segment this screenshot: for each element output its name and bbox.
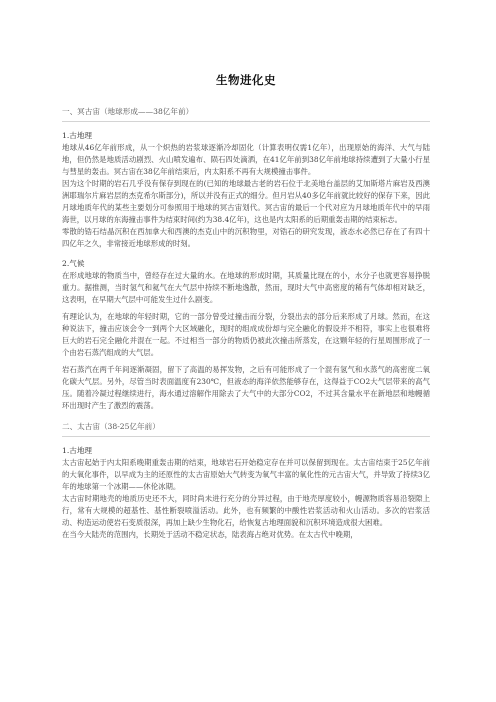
paragraph: 在形成地球的物质当中，曾经存在过大量的水。在地球的形成时期，其质量比现在的小，水分子也就更容易挣脱重力。据推测，当时氢气和氦气在大气层中持续不断地逸散，然而，现时大气中高密度的稀有气体却相对缺乏，这表明，在早期大气层中可能发生过什么剧变。 xyxy=(62,271,430,304)
subsection-climate xyxy=(62,258,430,412)
document-title: 生物进化史 xyxy=(216,73,276,87)
subsection-heading: 1.古地理 xyxy=(62,131,93,140)
paragraph: 在当今大陆壳的范围内，长期处于活动不稳定状态，陆表海占绝对优势。在太古代中晚期， xyxy=(62,530,358,539)
paragraph: 因为这个时期的岩石几乎没有保存到现在的(已知的地球最古老的岩石位于北美地台盖层的艾加斯塔片麻岩及西澳洲耶瑞尔片麻岩层的杰克希尔斯部分)，所以并没有正式的细分。但月岩从40多亿年前就比较好的保存下来，因此月球地质年代的某些主要划分可参照用于地球的冥古宙划代。冥古宙的最后一个代对应为月球地质年代中的早雨海世，以月球的东海撞击事件为结束时间(约为38.4亿年)，这也是内太阳系的后期重轰击期的结束标志。 xyxy=(62,179,430,224)
paragraph: 零散的锆石结晶沉积在西加拿大和西澳的杰克山中的沉积物里，对锆石的研究发现，液态水必然已存在了有四十四亿年之久，非常接近地球形成的时刻。 xyxy=(62,227,430,248)
section-archean xyxy=(62,421,430,541)
section-heading: 一、冥古宙（地球形成——38亿年前） xyxy=(62,107,194,116)
subsection-paleogeography xyxy=(62,445,430,541)
paragraph: 地球从46亿年前形成，从一个炽热的岩浆球逐渐冷却固化（计算表明仅需1亿年），出现原始的海洋、大气与陆地，但仍然是地质活动剧烈、火山喷发遍布、陨石四处滴洒，在41亿年前到38亿年前地球持续遭到了大量小行星与彗星的轰击。冥古宙在38亿年前结束后，内太阳系不再有大规模撞击事件。 xyxy=(62,143,430,176)
paragraph: 岩石蒸汽在两千年间逐渐凝固，留下了高温的易挥发物，之后有可能形成了一个混有氢气和水蒸气的高密度二氧化碳大气层。另外，尽管当时表面温度有230℃，但液态的海洋依然能够存在，这得益于CO2大气层带来的高气压。随着冷凝过程继续进行，海水通过溶解作用除去了大气中的大部分CO2，不过其含量水平在新地层和地幔循环出现时产生了激烈的震荡。 xyxy=(62,365,430,410)
paragraph: 太古宙时期地壳的地质历史还不大，同时尚未进行充分的分异过程，由于地壳厚度较小，幔源物质容易沿裂隙上行，常有大规模的超基性、基性断裂喷溢活动。此外，也有频繁的中酸性岩浆活动和火山活动。多次的岩浆活动、构造运动使岩石变质很深，再加上缺少生物化石，给恢复古地理面貌和沉积环境造成很大困难。 xyxy=(62,494,430,527)
subsection-heading: 2.气候 xyxy=(62,259,85,268)
section-divider xyxy=(62,121,430,122)
section-divider xyxy=(62,436,430,437)
paragraph: 太古宙起始于内太阳系晚期重轰击期的结束，地球岩石开始稳定存在并可以保留到现在。太古宙结束于25亿年前的大氧化事件，以早成为主的还原性的太古宙原始大气转变为氧气丰富的氧化性的元古宙大气，并导致了持续3亿年的地球第一个冰期——休伦冰期。 xyxy=(62,458,430,491)
subsection-heading: 1.古地理 xyxy=(62,446,93,455)
section-hadean xyxy=(62,106,430,412)
subsection-paleogeography xyxy=(62,130,430,250)
paragraph: 有理论认为，在地球的年轻时期，它的一部分曾受过撞击而分裂，分裂出去的部分后来形成了月球。然而，在这种说法下，撞击应该会令一到两个大区域融化，现时的组成成份却与完全融化的假设并不相符，事实上也很难将巨大的岩石完全融化并混在一起。不过相当一部分的物质仍被此次撞击所蒸发，在这颗年轻的行星周围形成了一个由岩石蒸汽组成的大气层。 xyxy=(62,312,430,357)
section-heading: 二、太古宙（38-25亿年前） xyxy=(62,422,160,431)
